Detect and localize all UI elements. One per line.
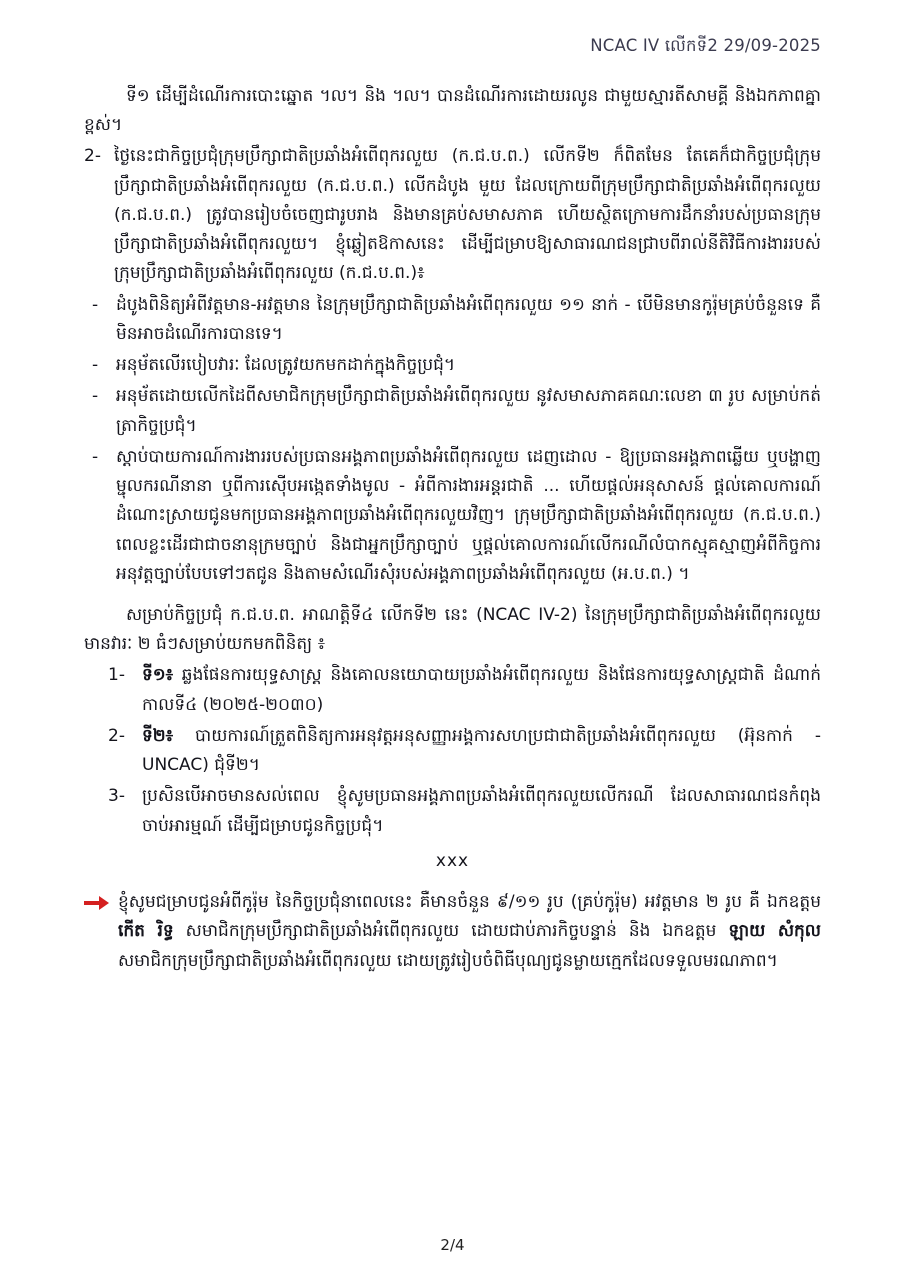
numbered-item-2: [84, 142, 821, 288]
list-item-text: ដំបូងពិនិត្យអំពីវត្តមាន-អវត្តមាន នៃក្រុមប្រឹក្សាជាតិប្រឆាំងអំពើពុករលួយ ១១ នាក់ - បើមិនមានកូរ៉ុមគ្រប់ចំនួនទេ គឺមិនអាចដំណើរការបានទេ។: [116, 294, 821, 344]
page-number: 2/4: [440, 1236, 465, 1254]
agenda-item-2-marker: 2-: [108, 725, 125, 746]
final-note-text: [118, 888, 821, 976]
agenda-item-1-lead: ទី១៖: [142, 665, 174, 686]
list-item: [84, 351, 821, 380]
agenda-item-2: [84, 722, 821, 780]
agenda-item-2-body: បាយការណ៍ត្រួតពិនិត្យការអនុវត្តអនុសញ្ញាអង្គការសហប្រជាជាតិប្រឆាំងអំពើពុករលួយ (អ៊ុនកាក់ - UNCAC) ជុំទី២។: [142, 725, 821, 776]
agenda-item-1: [84, 661, 821, 719]
list-item: [84, 291, 821, 349]
page-header: NCAC IV លើកទី2 29/09-2025: [590, 36, 821, 55]
agenda-item-1-text: [142, 661, 821, 719]
list-item-text: ស្តាប់បាយការណ៍ការងាររបស់ប្រធានអង្គភាពប្រឆាំងអំពើពុករលួយ ដេញដោល - ឱ្យប្រធានអង្គភាពឆ្លើយ ឬបង្ហាញម្ជុលករណីនានា ឬពីការស៊ើបអង្កេតទាំងមូល - អំពីការងារអន្តរជាតិ ... ហើយផ្តល់អនុសាសន៍ ផ្តល់គោលការណ៍ ដំណោះស្រាយជូនមកប្រធានអង្គភាពប្រឆាំងអំពើពុករលួយវិញ។ ក្រុមប្រឹក្សាជាតិប្រឆាំងអំពើពុករលួយ (ក.ជ.ប.ព.) ពេលខ្លះដើរជាជាចនានុក្រមច្បាប់ និងជាអ្នកប្រឹក្សាច្បាប់ ឬផ្តល់គោលការណ៍លើករណីលំបាកស្មុគស្មាញអំពីកិច្ចការអនុវត្តច្បាប់បែបទៅៗតជូន និងតាមសំណើរសុំរបស់អង្គភាពប្រឆាំងអំពើពុករលួយ (អ.ប.ព.) ។: [116, 446, 821, 584]
document-body: [84, 82, 821, 976]
list-item: [84, 443, 821, 589]
numbered-item-2-text: ថ្ងៃនេះជាកិច្ចប្រជុំក្រុមប្រឹក្សាជាតិប្រឆាំងអំពើពុករលួយ (ក.ជ.ប.ព.) លើកទី២ ក៏ពិតមែន តែគេក៏ជាកិច្ចប្រជុំក្រុមប្រឹក្សាជាតិប្រឆាំងអំពើពុករលួយ (ក.ជ.ប.ព.) លើកដំបូង មួយ ដែលក្រោយពីក្រុមប្រឹក្សាជាតិប្រឆាំងអំពើពុករលួយ (ក.ជ.ប.ព.) ត្រូវបានរៀបចំចេញជារូបរាង និងមានគ្រប់សមាសភាគ ហើយស្ថិតក្រោមការដឹកនាំរបស់ប្រធានក្រុមប្រឹក្សាជាតិប្រឆាំងអំពើពុករលួយ។ ខ្ញុំឆ្លៀតឱកាសនេះ ដើម្បីជម្រាបឱ្យសាធារណជនជ្រាបពីរាល់នីតិវិធីការងាររបស់ក្រុមប្រឹក្សាជាតិប្រឆាំងអំពើពុករលួយ (ក.ជ.ប.ព.)៖: [114, 146, 821, 284]
final-note-name-1: កើត រិទ្ធ: [118, 921, 174, 942]
dash-marker: -: [92, 386, 99, 407]
agenda-item-3-text: ប្រសិនបើអាចមានសល់ពេល ខ្ញុំសូមប្រធានអង្គភាពប្រឆាំងអំពើពុករលួយលើករណី ដែលសាធារណជនកំពុងចាប់អារម្មណ៍ ដើម្បីជម្រាបជូនកិច្ចប្រជុំ។: [142, 786, 821, 836]
paragraph-1: ទី១ ដើម្បីដំណើរការបោះឆ្នោត ។ល។ និង ។ល។ បានដំណើរការដោយរលូន ជាមួយស្មារតីសាមគ្គី និងឯកភាពគ្នាខ្ពស់។: [84, 86, 821, 136]
final-note-name-2: ឡាយ សំកុល: [728, 921, 821, 942]
list-item-text: អនុម័តដោយលើកដៃពីសមាជិកក្រុមប្រឹក្សាជាតិប្រឆាំងអំពើពុករលួយ នូវសមាសភាគគណៈលេខា ៣ រូប សម្រាប់កត់ត្រាកិច្ចប្រជុំ។: [116, 386, 821, 436]
agenda-item-1-body: ឆ្លងផែនការយុទ្ធសាស្រ្ត និងគោលនយោបាយប្រឆាំងអំពើពុករលួយ និងផែនការយុទ្ធសាស្រ្តជាតិ ដំណាក់កាលទី៤ (២០២៥-២០៣០): [142, 665, 821, 715]
final-note-part-1: ខ្ញុំសូមជម្រាបជូនអំពីកូរ៉ុម នៃកិច្ចប្រជុំនាពេលនេះ គឺមានចំនួន ៩/១១ រូប (គ្រប់កូរ៉ុម) អវត្តមាន ២ រូប គឺ ឯកឧត្តម: [118, 892, 821, 913]
final-note-part-2: សមាជិកក្រុមប្រឹក្សាជាតិប្រឆាំងអំពើពុករលួយ ដោយជាប់ភារកិច្ចបន្ទាន់ និង ឯកឧត្តម: [173, 921, 729, 942]
list-item-text: អនុម័តលើរបៀបវារៈ ដែលត្រូវយកមកដាក់ក្នុងកិច្ចប្រជុំ។: [116, 355, 456, 376]
final-note-block: [84, 888, 821, 976]
final-note-part-3: សមាជិកក្រុមប្រឹក្សាជាតិប្រឆាំងអំពើពុករលួយ ដោយត្រូវរៀបចំពិធីបុណ្យជូនម្លាយក្មេកដែលទទួលមរណភាព។: [118, 950, 778, 971]
dash-marker: -: [92, 294, 99, 315]
agenda-item-3-marker: 3-: [108, 786, 125, 807]
dash-marker: -: [92, 446, 99, 467]
agenda-item-2-text: [142, 722, 821, 780]
list-item: [84, 382, 821, 440]
agenda-item-2-lead: ទី២៖: [142, 725, 174, 746]
section-separator: xxx: [435, 850, 470, 871]
numbered-item-2-marker: 2-: [84, 146, 101, 167]
agenda-item-3: [84, 782, 821, 840]
agenda-item-1-marker: 1-: [108, 665, 125, 686]
dash-marker: -: [92, 355, 99, 376]
agenda-intro-paragraph: សម្រាប់កិច្ចប្រជុំ ក.ជ.ប.ព. អាណត្តិទី៤ លើកទី២ នេះ (NCAC IV-2) នៃក្រុមប្រឹក្សាជាតិប្រឆាំងអំពើពុករលួយ មានវារៈ ២ ធំៗសម្រាប់យកមកពិនិត្យ ៖: [84, 604, 821, 655]
red-arrow-icon: [84, 888, 118, 911]
